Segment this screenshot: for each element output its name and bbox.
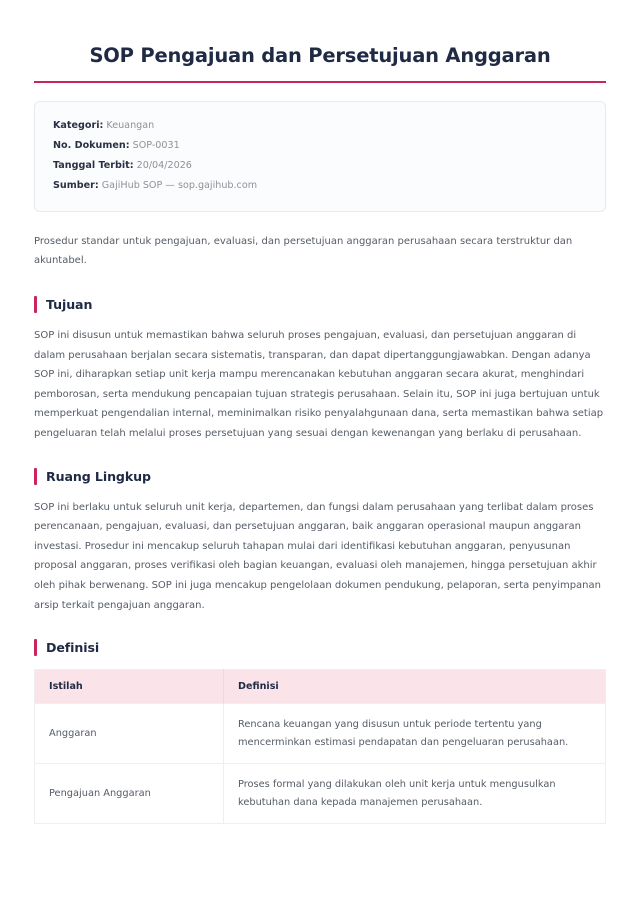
definisi-table-body bbox=[35, 704, 606, 824]
meta-label-sumber: Sumber: bbox=[53, 180, 99, 191]
meta-label-kategori: Kategori: bbox=[53, 120, 104, 131]
table-row bbox=[35, 704, 606, 764]
section-heading-definisi bbox=[34, 639, 606, 656]
section-body-tujuan: SOP ini disusun untuk memastikan bahwa seluruh proses pengajuan, evaluasi, dan persetujuan anggaran di dalam perusahaan berjalan secara sistematis, transparan, dan dapat dipertanggungjawabkan. Dengan adanya SOP ini, diharapkan setiap unit kerja mampu merencanakan kebutuhan anggaran secara akurat, menghindari pemborosan, serta mendukung pencapaian tujuan strategis perusahaan. Selain itu, SOP ini juga bertujuan untuk memperkuat pengendalian internal, meminimalkan risiko penyalahgunaan dana, serta memastikan bahwa setiap pengeluaran telah melalui proses persetujuan yang sesuai dengan kewenangan yang berlaku di perusahaan. bbox=[34, 330, 604, 439]
meta-row-kategori bbox=[53, 116, 587, 136]
meta-value-kategori: Keuangan bbox=[106, 120, 155, 131]
section-heading-tujuan bbox=[34, 296, 606, 313]
definisi-table bbox=[34, 669, 606, 824]
section-tujuan bbox=[34, 296, 606, 444]
meta-row-tanggal bbox=[53, 156, 587, 176]
cell-definisi: Proses formal yang dilakukan oleh unit kerja untuk mengusulkan kebutuhan dana kepada manajemen perusahaan. bbox=[224, 764, 606, 824]
meta-label-dokumen: No. Dokumen: bbox=[53, 140, 130, 151]
column-header-istilah: Istilah bbox=[35, 670, 224, 704]
section-definisi bbox=[34, 639, 606, 824]
section-title-ruang-lingkup: Ruang Lingkup bbox=[46, 468, 151, 484]
accent-bar-icon bbox=[34, 468, 37, 485]
section-title-definisi: Definisi bbox=[46, 640, 100, 656]
section-body-ruang-lingkup: SOP ini berlaku untuk seluruh unit kerja, departemen, dan fungsi dalam perusahaan yang terlibat dalam proses perencanaan, pengajuan, evaluasi, dan persetujuan anggaran, baik anggaran operasional maupun anggaran investasi. Prosedur ini mencakup seluruh tahapan mulai dari identifikasi kebutuhan anggaran, penyusunan proposal anggaran, proses verifikasi oleh bagian keuangan, evaluasi oleh manajemen, hingga persetujuan akhir oleh pihak berwenang. SOP ini juga mencakup pengelolaan dokumen pendukung, pelaporan, serta penyimpanan arsip terkait pengajuan anggaran. bbox=[34, 501, 601, 611]
table-row bbox=[35, 764, 606, 824]
title-divider bbox=[34, 81, 606, 83]
meta-label-tanggal: Tanggal Terbit: bbox=[53, 160, 134, 171]
definisi-table-head bbox=[35, 670, 606, 704]
table-header-row bbox=[35, 670, 606, 704]
page-title: SOP Pengajuan dan Persetujuan Anggaran bbox=[89, 44, 551, 67]
cell-istilah: Anggaran bbox=[35, 704, 224, 764]
meta-value-tanggal: 20/04/2026 bbox=[136, 160, 192, 171]
column-header-definisi: Definisi bbox=[224, 670, 606, 704]
section-title-tujuan: Tujuan bbox=[46, 297, 93, 312]
cell-istilah: Pengajuan Anggaran bbox=[35, 764, 224, 824]
section-heading-ruang-lingkup bbox=[34, 468, 606, 485]
document-meta-card bbox=[34, 101, 606, 212]
section-ruang-lingkup bbox=[34, 468, 606, 616]
cell-definisi: Rencana keuangan yang disusun untuk periode tertentu yang mencerminkan estimasi pendapatan dan pengeluaran perusahaan. bbox=[224, 704, 606, 764]
meta-row-sumber bbox=[53, 176, 587, 196]
accent-bar-icon bbox=[34, 296, 37, 313]
meta-value-sumber: GajiHub SOP — sop.gajihub.com bbox=[101, 180, 258, 191]
meta-row-dokumen bbox=[53, 136, 587, 156]
meta-value-dokumen: SOP-0031 bbox=[132, 140, 180, 151]
intro-paragraph: Prosedur standar untuk pengajuan, evaluasi, dan persetujuan anggaran perusahaan secara terstruktur dan akuntabel. bbox=[34, 236, 573, 266]
accent-bar-icon bbox=[34, 639, 37, 656]
